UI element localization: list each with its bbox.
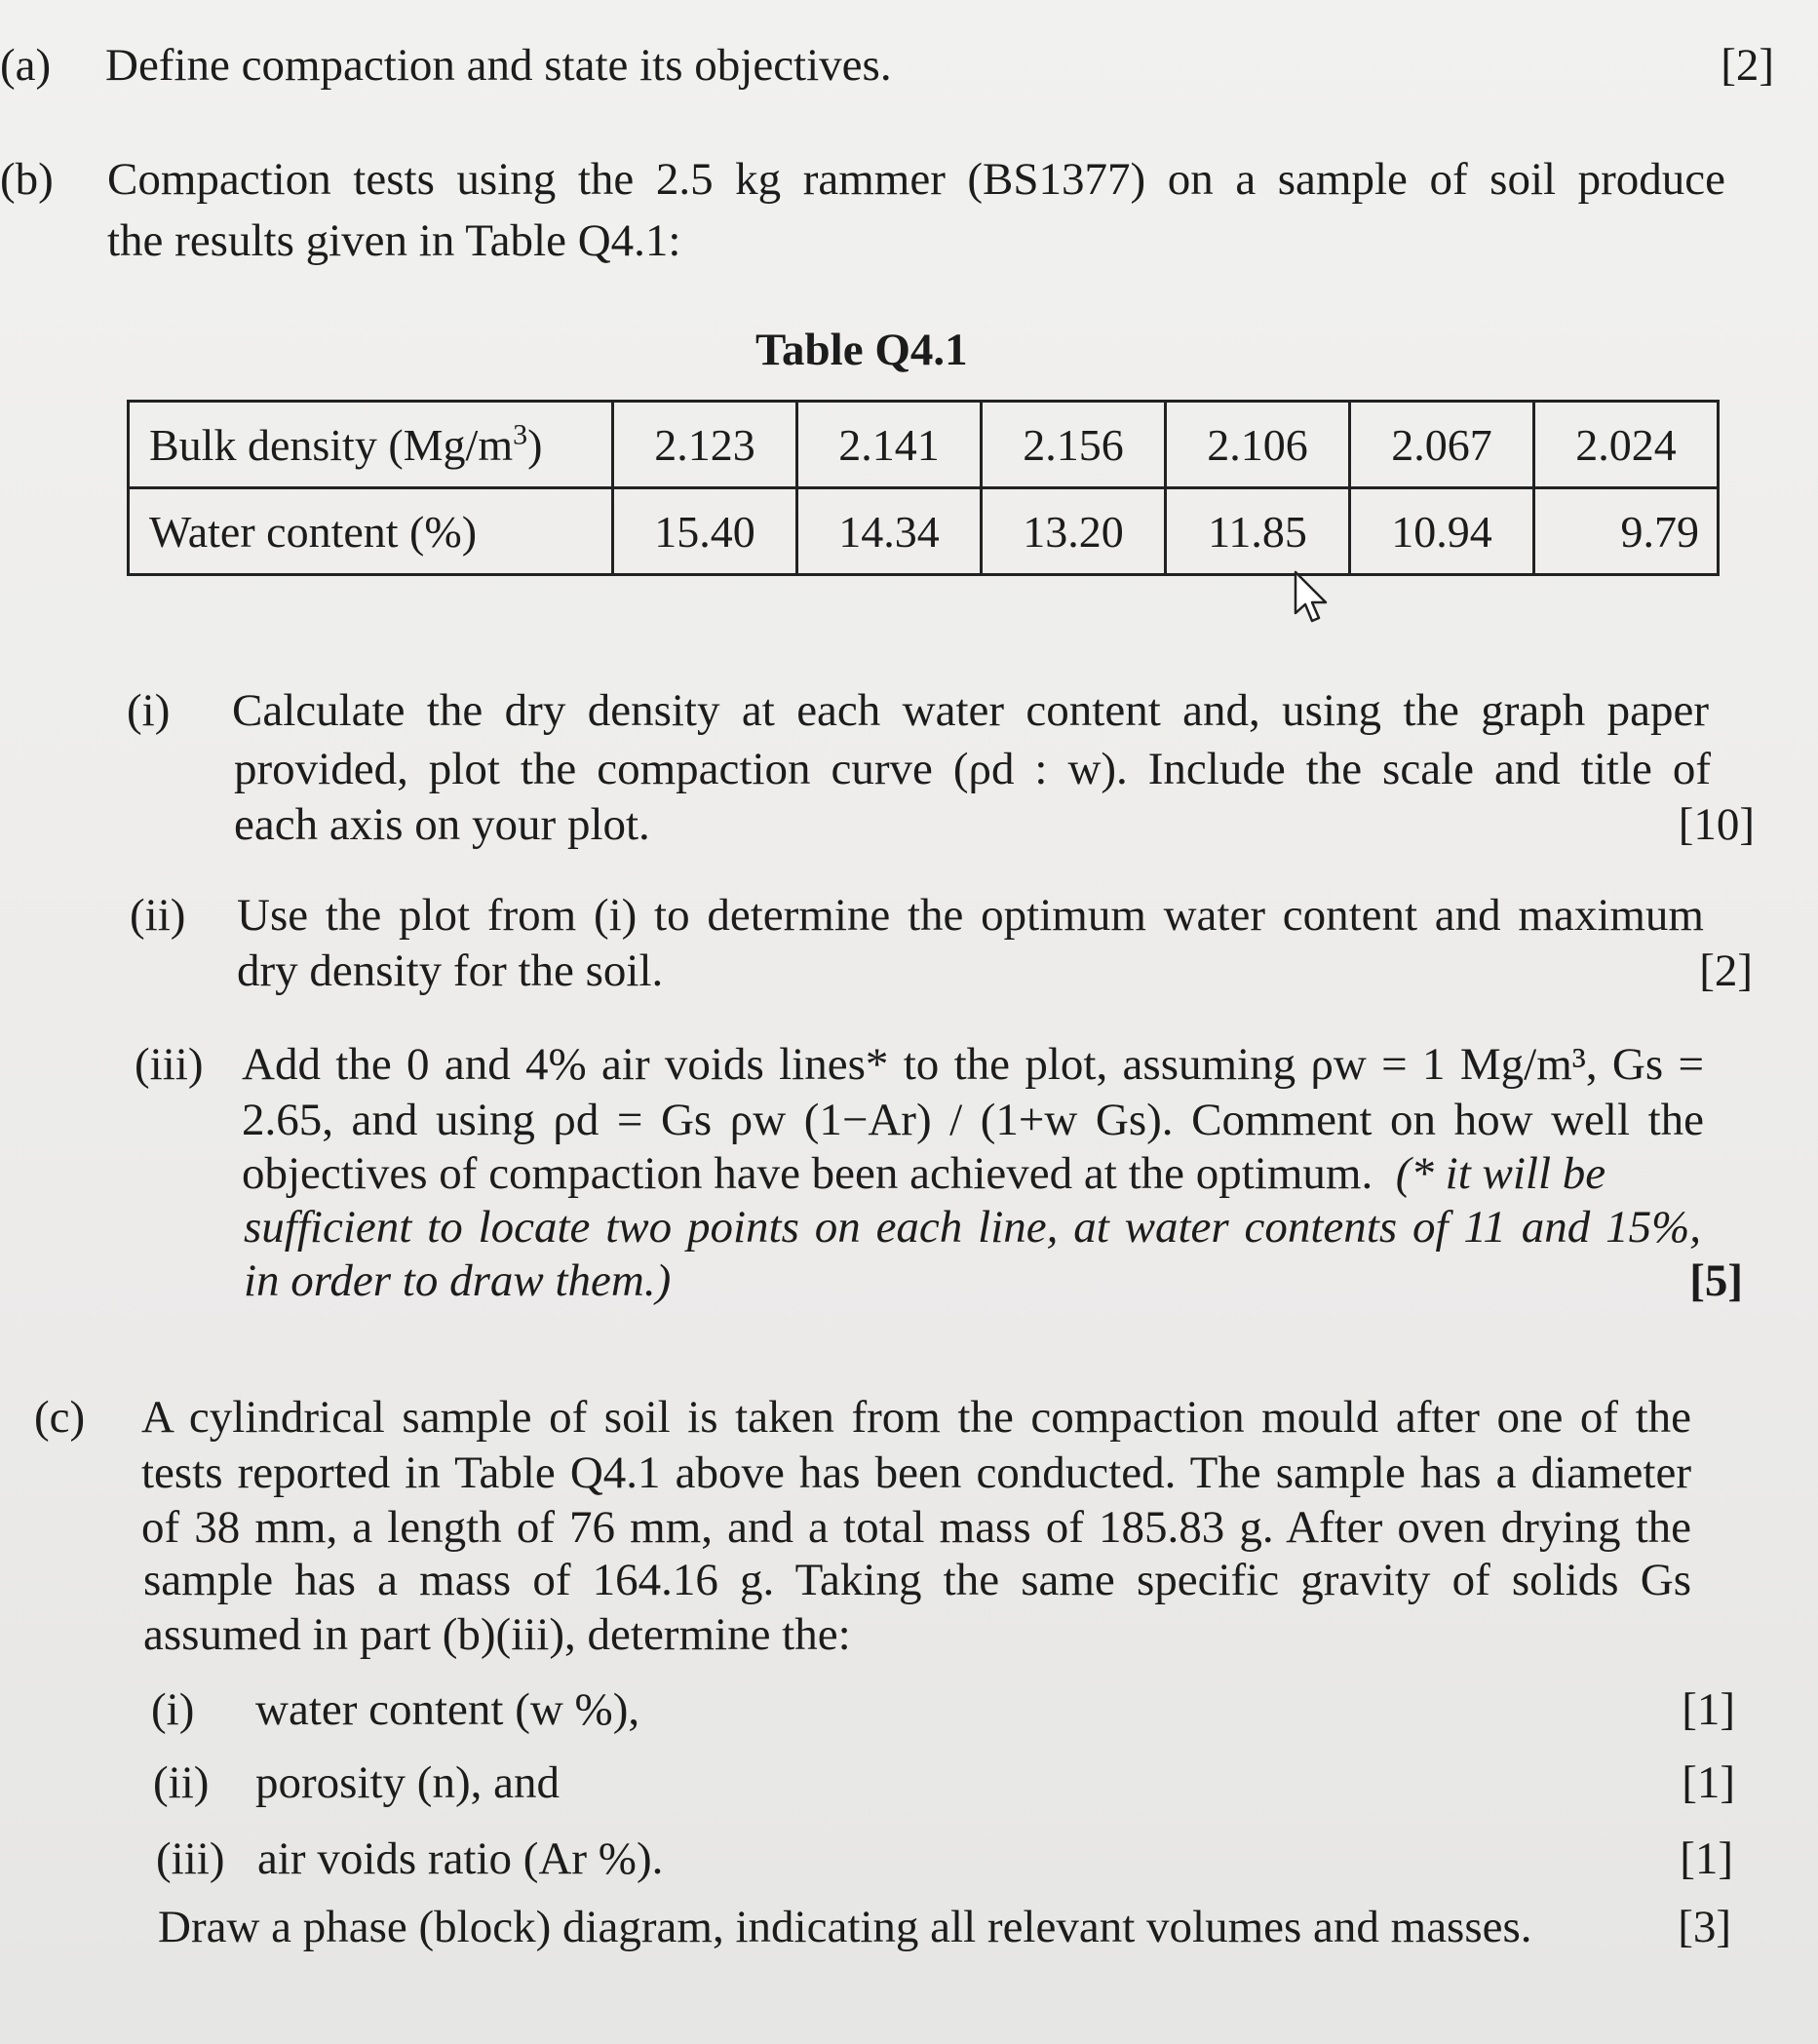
sub-b-ii-marks: [2] (1699, 945, 1753, 996)
mouse-pointer-icon (1293, 570, 1332, 629)
sub-b-i-line-1: Calculate the dry density at each water content and, using the graph paper (232, 685, 1709, 736)
part-c-item-text: water content (w %), (255, 1684, 640, 1735)
part-c-item-marks: [1] (1682, 1757, 1735, 1808)
sub-b-iii-line-2: 2.65, and using ρd = Gs ρw (1−Ar) / (1+w Gs). Comment on how well the (242, 1095, 1704, 1145)
part-a-label: (a) (0, 40, 52, 91)
part-c-final-text: Draw a phase (block) diagram, indicating all relevant volumes and masses. (158, 1902, 1532, 1952)
row-label-water-content: Water content (%) (129, 488, 613, 575)
part-b-label: (b) (0, 154, 54, 205)
part-a-text: Define compaction and state its objectives. (105, 40, 892, 91)
sub-b-iii-line-1: Add the 0 and 4% air voids lines* to the plot, assuming ρw = 1 Mg/m³, Gs = (242, 1039, 1704, 1090)
water-content-cell: 11.85 (1166, 488, 1350, 575)
sub-b-iii-line-3-italic: (* it will be (1395, 1148, 1606, 1199)
part-c-item-marks: [1] (1682, 1684, 1735, 1735)
sub-b-i-label: (i) (127, 685, 171, 736)
sub-b-i-line-2: provided, plot the compaction curve (ρd : w). Include the scale and title of (234, 744, 1711, 794)
sub-b-iii-line-3-normal: objectives of compaction have been achieved at the optimum. (242, 1148, 1373, 1199)
sub-b-i-line-3: each axis on your plot. (234, 799, 650, 850)
part-b-line-2: the results given in Table Q4.1: (107, 215, 681, 266)
water-content-cell: 15.40 (613, 488, 797, 575)
sub-b-iii-line-4: sufficient to locate two points on each line, at water contents of 11 and 15%, (244, 1202, 1701, 1253)
part-c-line-1: A cylindrical sample of soil is taken from the compaction mould after one of the (141, 1392, 1691, 1443)
water-content-cell: 10.94 (1350, 488, 1534, 575)
sub-b-ii-line-1: Use the plot from (i) to determine the optimum water content and maximum (237, 890, 1704, 941)
part-c-item-label: (i) (151, 1684, 195, 1735)
sub-b-iii-label: (iii) (135, 1039, 204, 1090)
table-row-water-content (129, 488, 1719, 575)
part-b-line-1: Compaction tests using the 2.5 kg rammer (BS1377) on a sample of soil produce (107, 154, 1725, 205)
part-c-line-2: tests reported in Table Q4.1 above has been conducted. The sample has a diameter (141, 1447, 1691, 1498)
sub-b-iii-line-3 (242, 1145, 1605, 1202)
water-content-cell: 9.79 (1534, 488, 1719, 575)
part-a-marks: [2] (1721, 40, 1774, 91)
part-c-line-5: assumed in part (b)(iii), determine the: (143, 1609, 851, 1660)
compaction-table (127, 400, 1720, 576)
part-c-label: (c) (34, 1392, 86, 1443)
sub-b-ii-line-2: dry density for the soil. (237, 945, 664, 996)
sub-b-iii-line-5: in order to draw them.) (244, 1255, 672, 1306)
part-c-line-4: sample has a mass of 164.16 g. Taking the same specific gravity of solids Gs (143, 1555, 1691, 1605)
bulk-density-cell: 2.024 (1534, 402, 1719, 488)
bulk-density-label-text: Bulk density (Mg/m (149, 419, 514, 470)
water-content-cell: 13.20 (982, 488, 1166, 575)
sub-b-i-marks: [10] (1678, 799, 1755, 850)
part-c-item-label: (ii) (153, 1757, 210, 1808)
part-c-item-text: porosity (n), and (255, 1757, 560, 1808)
part-c-item-label: (iii) (156, 1833, 225, 1884)
table-row-bulk-density (129, 402, 1719, 488)
table-title: Table Q4.1 (755, 325, 968, 375)
part-c-item-text: air voids ratio (Ar %). (257, 1833, 664, 1884)
water-content-cell: 14.34 (797, 488, 982, 575)
sub-b-iii-marks: [5] (1689, 1255, 1743, 1306)
bulk-density-label-sup: 3 (513, 418, 528, 451)
bulk-density-cell: 2.156 (982, 402, 1166, 488)
part-c-line-3: of 38 mm, a length of 76 mm, and a total mass of 185.83 g. After oven drying the (141, 1502, 1691, 1553)
bulk-density-label-close: ) (527, 419, 543, 470)
bulk-density-cell: 2.123 (613, 402, 797, 488)
sub-b-ii-label: (ii) (130, 890, 186, 941)
bulk-density-cell: 2.141 (797, 402, 982, 488)
bulk-density-cell: 2.067 (1350, 402, 1534, 488)
part-c-final-marks: [3] (1678, 1902, 1731, 1952)
row-label-bulk-density (129, 402, 613, 488)
part-c-item-marks: [1] (1680, 1833, 1733, 1884)
bulk-density-cell: 2.106 (1166, 402, 1350, 488)
